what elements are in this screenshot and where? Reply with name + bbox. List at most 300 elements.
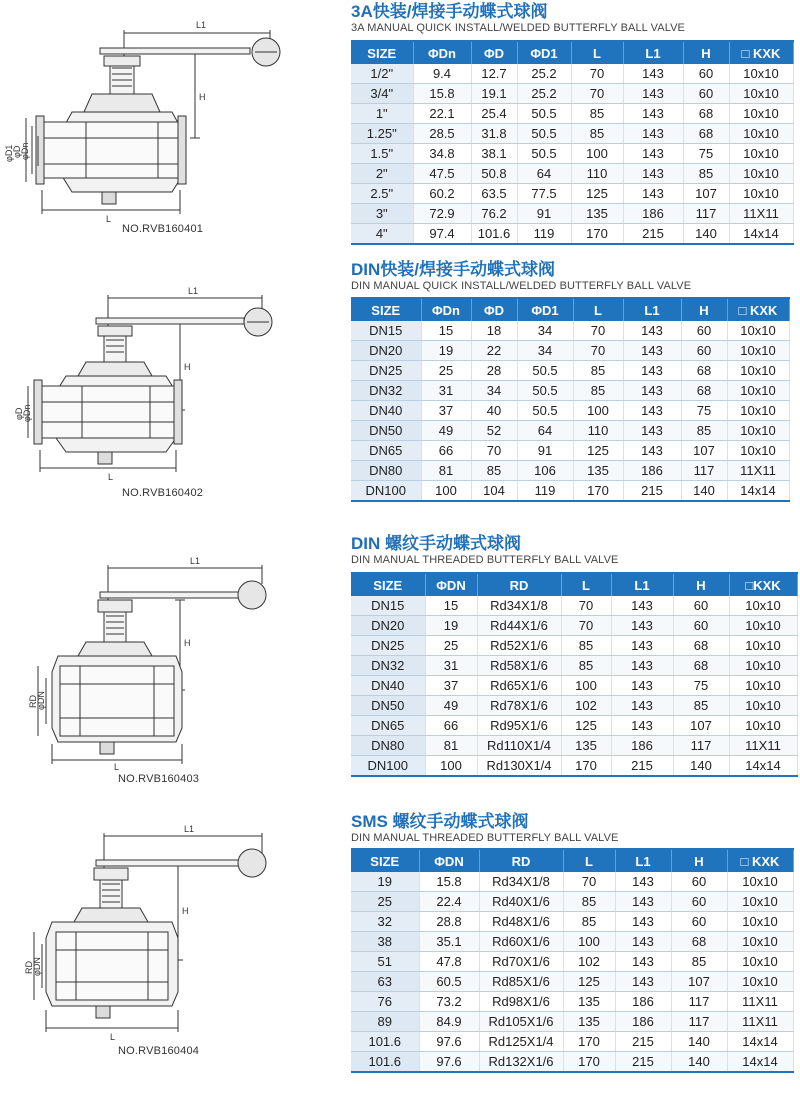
table-cell: 38.1 xyxy=(471,144,517,164)
table-cell: 15 xyxy=(425,596,477,616)
table-cell: 31 xyxy=(421,381,471,401)
table-row xyxy=(351,421,789,441)
table-cell: 19 xyxy=(421,341,471,361)
table-cell: 107 xyxy=(681,441,727,461)
column-header: L xyxy=(561,573,611,596)
size-cell: 51 xyxy=(351,952,419,972)
table-cell: 77.5 xyxy=(517,184,571,204)
table-cell: 100 xyxy=(573,401,623,421)
table-cell: 10x10 xyxy=(729,696,797,716)
table-cell: 106 xyxy=(517,461,573,481)
table-cell: 143 xyxy=(623,84,683,104)
table-cell: 143 xyxy=(611,596,673,616)
table-row xyxy=(351,1052,793,1073)
table-cell: 97.6 xyxy=(419,1052,479,1073)
table-cell: 215 xyxy=(623,481,681,502)
table-cell: 85 xyxy=(563,912,615,932)
table-cell: 85 xyxy=(561,656,611,676)
table-cell: 143 xyxy=(623,144,683,164)
table-cell: Rd105X1/6 xyxy=(479,1012,563,1032)
table-cell: 143 xyxy=(623,184,683,204)
table-cell: 68 xyxy=(671,932,727,952)
table-cell: 107 xyxy=(673,716,729,736)
column-header: □KXK xyxy=(729,573,797,596)
table-cell: Rd78X1/6 xyxy=(477,696,561,716)
column-header: ΦDN xyxy=(425,573,477,596)
table-cell: 50.5 xyxy=(517,104,571,124)
valve-drawing xyxy=(0,810,340,1060)
table-cell: 104 xyxy=(471,481,517,502)
valve-drawing-svg xyxy=(0,532,340,772)
table-cell: 85 xyxy=(681,421,727,441)
table-cell: 125 xyxy=(571,184,623,204)
table-cell: 15.8 xyxy=(419,872,479,892)
svg-text:φD: φD xyxy=(14,407,24,420)
table-cell: Rd48X1/6 xyxy=(479,912,563,932)
table-row xyxy=(351,224,793,245)
table-cell: 31.8 xyxy=(471,124,517,144)
table-row xyxy=(351,204,793,224)
table-cell: 70 xyxy=(563,872,615,892)
svg-text:φD1: φD1 xyxy=(4,144,14,162)
title-en: DIN MANUAL THREADED BUTTERFLY BALL VALVE xyxy=(351,832,619,844)
table-cell: 68 xyxy=(683,104,729,124)
size-cell: DN25 xyxy=(351,636,425,656)
table-row xyxy=(351,441,789,461)
spec-table xyxy=(351,40,794,245)
table-row xyxy=(351,872,793,892)
table-row xyxy=(351,736,797,756)
size-cell: 19 xyxy=(351,872,419,892)
table-cell: 135 xyxy=(561,736,611,756)
column-header: ΦD xyxy=(471,41,517,64)
table-cell: 85 xyxy=(471,461,517,481)
table-row xyxy=(351,104,793,124)
svg-text:L1: L1 xyxy=(196,20,207,30)
table-cell: Rd52X1/6 xyxy=(477,636,561,656)
table-cell: 25.4 xyxy=(471,104,517,124)
table-cell: 11X11 xyxy=(729,204,793,224)
table-row xyxy=(351,756,797,777)
table-cell: 50.5 xyxy=(517,381,573,401)
section-sms-threaded xyxy=(0,810,800,1104)
title-en: DIN MANUAL QUICK INSTALL/WELDED BUTTERFLY BALL VALVE xyxy=(351,280,692,292)
table-cell: 10x10 xyxy=(727,892,793,912)
size-cell: DN100 xyxy=(351,481,421,502)
svg-text:φD: φD xyxy=(12,145,22,158)
table-row xyxy=(351,952,793,972)
table-cell: 68 xyxy=(673,656,729,676)
table-cell: 143 xyxy=(611,636,673,656)
table-cell: 50.5 xyxy=(517,361,573,381)
table-cell: 60 xyxy=(683,64,729,84)
size-cell: 25 xyxy=(351,892,419,912)
table-cell: 186 xyxy=(623,204,683,224)
table-cell: 10x10 xyxy=(729,676,797,696)
table-cell: 10x10 xyxy=(729,164,793,184)
section-3a-clamp xyxy=(0,0,800,262)
table-cell: 10x10 xyxy=(729,104,793,124)
size-cell: DN100 xyxy=(351,756,425,777)
size-cell: DN65 xyxy=(351,441,421,461)
column-header: RD xyxy=(477,573,561,596)
table-row xyxy=(351,1032,793,1052)
table-cell: 31 xyxy=(425,656,477,676)
title-cn: DIN快装/焊接手动蝶式球阀 xyxy=(351,260,555,279)
table-cell: 75 xyxy=(681,401,727,421)
column-header: SIZE xyxy=(351,849,419,872)
column-header: □ KXK xyxy=(727,298,789,321)
table-row xyxy=(351,321,789,341)
svg-text:H: H xyxy=(199,92,206,102)
table-cell: 135 xyxy=(563,992,615,1012)
size-cell: DN25 xyxy=(351,361,421,381)
title-cn: 3A快装/焊接手动蝶式球阀 xyxy=(351,2,548,21)
column-header: L xyxy=(571,41,623,64)
table-cell: 97.4 xyxy=(413,224,471,245)
size-cell: DN20 xyxy=(351,341,421,361)
table-cell: 143 xyxy=(611,656,673,676)
table-cell: 10x10 xyxy=(727,361,789,381)
table-cell: 125 xyxy=(573,441,623,461)
size-cell: DN32 xyxy=(351,656,425,676)
size-cell: 1" xyxy=(351,104,413,124)
table-cell: 143 xyxy=(615,972,671,992)
table-cell: 101.6 xyxy=(471,224,517,245)
table-cell: 143 xyxy=(623,341,681,361)
table-cell: 170 xyxy=(573,481,623,502)
table-row xyxy=(351,972,793,992)
table-cell: 14x14 xyxy=(729,224,793,245)
table-cell: 14x14 xyxy=(727,1032,793,1052)
table-row xyxy=(351,164,793,184)
table-cell: Rd98X1/6 xyxy=(479,992,563,1012)
table-row xyxy=(351,64,793,84)
table-row xyxy=(351,341,789,361)
table-cell: 85 xyxy=(571,124,623,144)
table-cell: 140 xyxy=(683,224,729,245)
table-cell: 60 xyxy=(683,84,729,104)
size-cell: DN50 xyxy=(351,421,421,441)
table-cell: 215 xyxy=(611,756,673,777)
size-cell: DN50 xyxy=(351,696,425,716)
table-cell: 66 xyxy=(421,441,471,461)
table-cell: 25 xyxy=(425,636,477,656)
size-cell: DN65 xyxy=(351,716,425,736)
valve-drawing xyxy=(0,0,340,240)
table-cell: 85 xyxy=(571,104,623,124)
table-cell: 60 xyxy=(671,912,727,932)
table-row xyxy=(351,992,793,1012)
valve-drawing-svg xyxy=(0,810,340,1060)
table-cell: 140 xyxy=(681,481,727,502)
table-cell: 102 xyxy=(561,696,611,716)
table-cell: 85 xyxy=(683,164,729,184)
svg-text:L1: L1 xyxy=(184,824,195,834)
table-cell: 10x10 xyxy=(727,321,789,341)
table-row xyxy=(351,461,789,481)
table-row xyxy=(351,676,797,696)
svg-text:L1: L1 xyxy=(190,556,201,566)
table-cell: 22.1 xyxy=(413,104,471,124)
svg-text:L: L xyxy=(108,472,114,482)
table-cell: 125 xyxy=(561,716,611,736)
table-row xyxy=(351,401,789,421)
size-cell: 38 xyxy=(351,932,419,952)
size-cell: 2.5" xyxy=(351,184,413,204)
table-cell: 10x10 xyxy=(729,144,793,164)
size-cell: DN32 xyxy=(351,381,421,401)
table-cell: 117 xyxy=(681,461,727,481)
size-cell: 63 xyxy=(351,972,419,992)
table-cell: 10x10 xyxy=(729,124,793,144)
table-cell: 11X11 xyxy=(727,1012,793,1032)
table-row xyxy=(351,481,789,502)
spec-table xyxy=(351,848,794,1073)
table-cell: Rd58X1/6 xyxy=(477,656,561,676)
table-cell: Rd34X1/8 xyxy=(479,872,563,892)
table-cell: 25.2 xyxy=(517,64,571,84)
table-cell: Rd34X1/8 xyxy=(477,596,561,616)
size-cell: DN40 xyxy=(351,676,425,696)
column-header: SIZE xyxy=(351,573,425,596)
table-cell: 64 xyxy=(517,421,573,441)
size-cell: DN80 xyxy=(351,736,425,756)
size-cell: 4" xyxy=(351,224,413,245)
table-cell: 117 xyxy=(671,992,727,1012)
table-cell: 34 xyxy=(517,321,573,341)
table-cell: 143 xyxy=(623,124,683,144)
table-cell: 100 xyxy=(563,932,615,952)
table-row xyxy=(351,184,793,204)
table-cell: 10x10 xyxy=(727,952,793,972)
table-cell: 75 xyxy=(683,144,729,164)
table-cell: 10x10 xyxy=(727,401,789,421)
svg-text:φDN: φDN xyxy=(32,957,42,976)
table-cell: 68 xyxy=(681,381,727,401)
table-cell: 70 xyxy=(571,64,623,84)
table-cell: 22 xyxy=(471,341,517,361)
table-cell: 40 xyxy=(471,401,517,421)
table-cell: 81 xyxy=(425,736,477,756)
table-cell: 10x10 xyxy=(727,421,789,441)
table-cell: 70 xyxy=(561,596,611,616)
column-header: L xyxy=(563,849,615,872)
table-cell: 102 xyxy=(563,952,615,972)
drawing-number: NO.RVB160402 xyxy=(122,487,204,499)
size-cell: DN80 xyxy=(351,461,421,481)
table-cell: 100 xyxy=(421,481,471,502)
table-cell: 68 xyxy=(673,636,729,656)
table-cell: 85 xyxy=(563,892,615,912)
table-cell: Rd130X1/4 xyxy=(477,756,561,777)
table-cell: 100 xyxy=(425,756,477,777)
table-cell: Rd132X1/6 xyxy=(479,1052,563,1073)
table-cell: 10x10 xyxy=(727,381,789,401)
table-cell: 68 xyxy=(681,361,727,381)
column-header: L1 xyxy=(611,573,673,596)
table-cell: 60 xyxy=(681,321,727,341)
table-cell: 10x10 xyxy=(727,972,793,992)
table-cell: 11X11 xyxy=(727,992,793,1012)
table-cell: 10x10 xyxy=(729,84,793,104)
table-cell: 47.8 xyxy=(419,952,479,972)
table-cell: 10x10 xyxy=(727,341,789,361)
table-cell: Rd110X1/4 xyxy=(477,736,561,756)
table-cell: 10x10 xyxy=(727,932,793,952)
column-header: H xyxy=(681,298,727,321)
table-cell: 143 xyxy=(623,421,681,441)
table-cell: 143 xyxy=(611,696,673,716)
title-en: 3A MANUAL QUICK INSTALL/WELDED BUTTERFLY BALL VALVE xyxy=(351,22,685,34)
table-cell: 110 xyxy=(573,421,623,441)
table-cell: 143 xyxy=(623,321,681,341)
table-cell: 215 xyxy=(615,1052,671,1073)
table-cell: 117 xyxy=(683,204,729,224)
table-cell: 10x10 xyxy=(729,656,797,676)
table-cell: 37 xyxy=(421,401,471,421)
column-header: ΦD xyxy=(471,298,517,321)
table-cell: 143 xyxy=(611,716,673,736)
valve-drawing xyxy=(0,262,340,502)
table-cell: 10x10 xyxy=(729,596,797,616)
table-row xyxy=(351,656,797,676)
table-cell: 64 xyxy=(517,164,571,184)
table-cell: 85 xyxy=(673,696,729,716)
table-header-row xyxy=(351,298,789,321)
table-cell: 70 xyxy=(573,341,623,361)
column-header: ΦD1 xyxy=(517,41,571,64)
column-header: L1 xyxy=(615,849,671,872)
size-cell: 1.25" xyxy=(351,124,413,144)
table-cell: 186 xyxy=(611,736,673,756)
table-cell: 25 xyxy=(421,361,471,381)
table-row xyxy=(351,124,793,144)
size-cell: 32 xyxy=(351,912,419,932)
table-cell: 143 xyxy=(623,361,681,381)
table-cell: 170 xyxy=(561,756,611,777)
table-cell: 143 xyxy=(615,872,671,892)
table-cell: 12.7 xyxy=(471,64,517,84)
table-cell: 143 xyxy=(615,952,671,972)
table-cell: 9.4 xyxy=(413,64,471,84)
table-cell: 28.8 xyxy=(419,912,479,932)
table-cell: 60.5 xyxy=(419,972,479,992)
table-cell: 107 xyxy=(683,184,729,204)
table-cell: 135 xyxy=(573,461,623,481)
table-cell: 49 xyxy=(425,696,477,716)
table-cell: Rd95X1/6 xyxy=(477,716,561,736)
table-cell: 140 xyxy=(671,1032,727,1052)
title-cn: SMS 螺纹手动蝶式球阀 xyxy=(351,812,529,831)
table-cell: 60 xyxy=(681,341,727,361)
svg-text:L1: L1 xyxy=(188,286,199,296)
table-cell: 85 xyxy=(573,361,623,381)
table-cell: 72.9 xyxy=(413,204,471,224)
size-cell: 89 xyxy=(351,1012,419,1032)
table-cell: Rd60X1/6 xyxy=(479,932,563,952)
table-cell: 143 xyxy=(623,381,681,401)
table-row xyxy=(351,144,793,164)
svg-text:L: L xyxy=(114,762,120,772)
size-cell: DN40 xyxy=(351,401,421,421)
size-cell: 101.6 xyxy=(351,1032,419,1052)
table-cell: 70 xyxy=(471,441,517,461)
column-header: ΦDN xyxy=(419,849,479,872)
table-cell: 125 xyxy=(563,972,615,992)
svg-text:L: L xyxy=(110,1032,116,1042)
table-cell: 143 xyxy=(611,616,673,636)
section-din-threaded xyxy=(0,532,800,794)
table-header-row xyxy=(351,41,793,64)
table-cell: 186 xyxy=(615,992,671,1012)
svg-text:φDn: φDn xyxy=(20,142,30,160)
svg-text:H: H xyxy=(184,638,191,648)
table-cell: 91 xyxy=(517,204,571,224)
table-cell: 37 xyxy=(425,676,477,696)
size-cell: DN20 xyxy=(351,616,425,636)
table-cell: 60 xyxy=(671,892,727,912)
table-cell: Rd40X1/6 xyxy=(479,892,563,912)
table-cell: 97.6 xyxy=(419,1032,479,1052)
section-title xyxy=(351,260,691,293)
section-title xyxy=(351,2,685,35)
spec-table xyxy=(351,297,790,502)
table-cell: 170 xyxy=(563,1052,615,1073)
table-cell: 11X11 xyxy=(729,736,797,756)
column-header: SIZE xyxy=(351,41,413,64)
table-cell: 50.8 xyxy=(471,164,517,184)
table-cell: 11X11 xyxy=(727,461,789,481)
table-cell: Rd85X1/6 xyxy=(479,972,563,992)
column-header: H xyxy=(671,849,727,872)
table-cell: 10x10 xyxy=(729,636,797,656)
table-cell: 50.5 xyxy=(517,144,571,164)
table-cell: 14x14 xyxy=(727,481,789,502)
table-cell: 19.1 xyxy=(471,84,517,104)
table-row xyxy=(351,912,793,932)
table-cell: Rd70X1/6 xyxy=(479,952,563,972)
drawing-number: NO.RVB160404 xyxy=(118,1045,200,1057)
table-cell: 34.8 xyxy=(413,144,471,164)
table-cell: 75 xyxy=(673,676,729,696)
table-cell: 143 xyxy=(623,164,683,184)
table-cell: 18 xyxy=(471,321,517,341)
table-cell: 100 xyxy=(561,676,611,696)
size-cell: 1/2" xyxy=(351,64,413,84)
table-cell: 35.1 xyxy=(419,932,479,952)
table-cell: 143 xyxy=(623,64,683,84)
table-cell: 140 xyxy=(673,756,729,777)
svg-text:L: L xyxy=(106,214,112,224)
section-din-clamp xyxy=(0,262,800,520)
table-cell: Rd65X1/6 xyxy=(477,676,561,696)
table-cell: 10x10 xyxy=(727,441,789,461)
table-cell: 66 xyxy=(425,716,477,736)
table-header-row xyxy=(351,849,793,872)
table-row xyxy=(351,596,797,616)
column-header: H xyxy=(673,573,729,596)
valve-drawing-svg xyxy=(0,0,340,240)
table-cell: 91 xyxy=(517,441,573,461)
table-cell: 170 xyxy=(571,224,623,245)
table-cell: 84.9 xyxy=(419,1012,479,1032)
table-row xyxy=(351,892,793,912)
table-row xyxy=(351,84,793,104)
drawing-number: NO.RVB160403 xyxy=(118,773,200,785)
table-cell: 60 xyxy=(671,872,727,892)
table-cell: 70 xyxy=(571,84,623,104)
